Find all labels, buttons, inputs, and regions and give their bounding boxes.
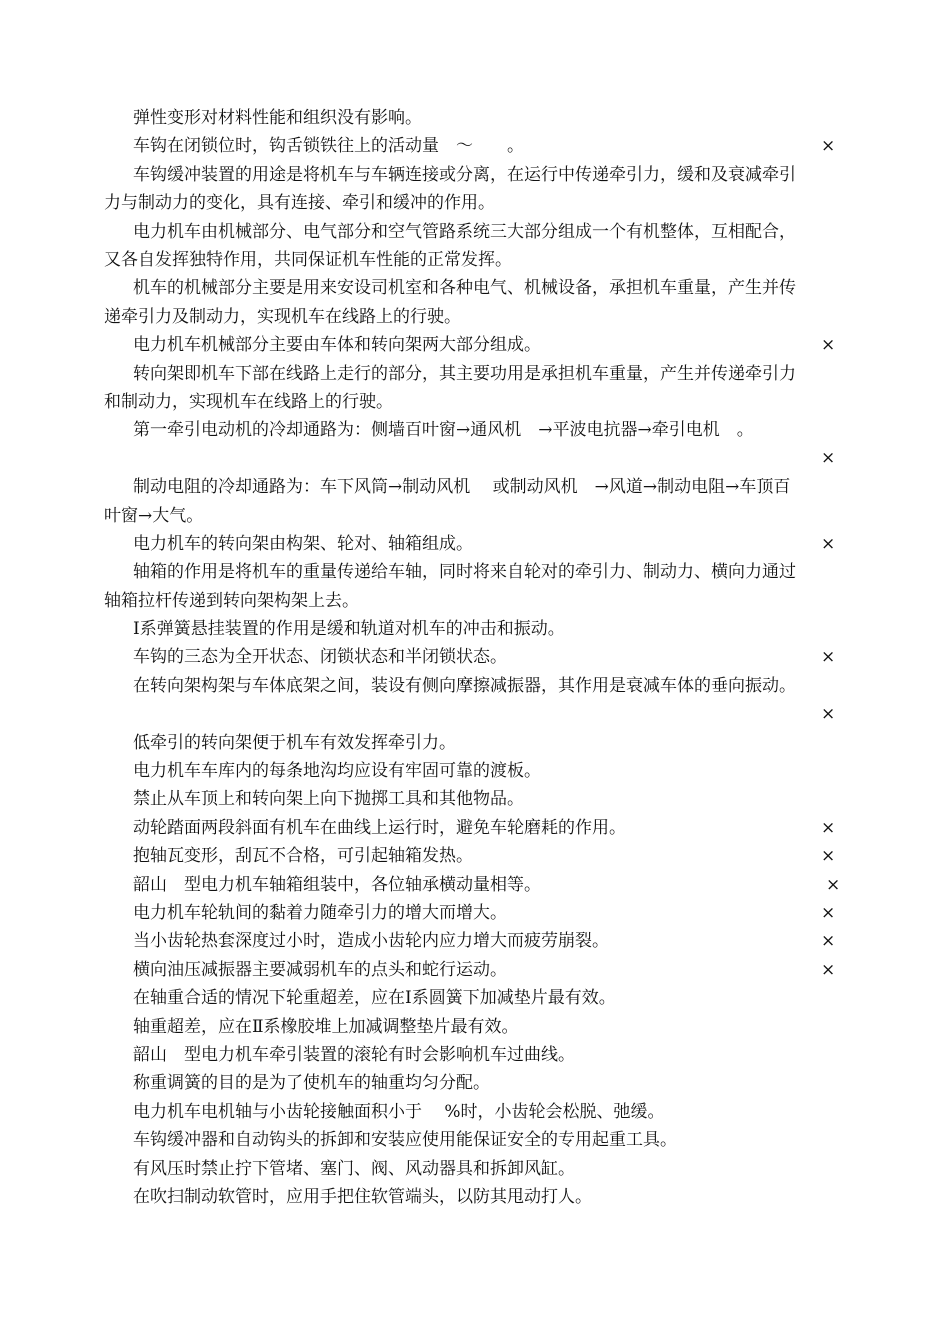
cross-mark: × xyxy=(821,335,836,355)
text-line: 弹性变形对材料性能和组织没有影响。 xyxy=(133,108,422,128)
text-line: 车钩在闭锁位时，钩舌锁铁往上的活动量 ～ 。 xyxy=(133,136,524,156)
cross-mark: × xyxy=(821,931,836,951)
cross-mark: × xyxy=(821,960,836,980)
text-line: 电力机车由机械部分、电气部分和空气管路系统三大部分组成一个有机整体，互相配合， xyxy=(133,222,796,242)
text-line: 第一牵引电动机的冷却通路为：侧墙百叶窗→通风机 →平波电抗器→牵引电机 。 xyxy=(133,420,754,440)
cross-mark: × xyxy=(821,448,836,468)
text-line: 轴箱拉杆传递到转向架构架上去。 xyxy=(104,591,359,611)
cross-mark: × xyxy=(821,903,836,923)
text-line: 禁止从车顶上和转向架上向下抛掷工具和其他物品。 xyxy=(133,789,524,809)
cross-mark: × xyxy=(821,818,836,838)
text-line: 韶山 型电力机车牵引装置的滚轮有时会影响机车过曲线。 xyxy=(133,1045,575,1065)
cross-mark: × xyxy=(826,875,841,895)
text-line: 电力机车电机轴与小齿轮接触面积小于 %时，小齿轮会松脱、弛缓。 xyxy=(133,1102,665,1122)
text-line: 抱轴瓦变形，刮瓦不合格，可引起轴箱发热。 xyxy=(133,846,473,866)
text-line: 横向油压减振器主要减弱机车的点头和蛇行运动。 xyxy=(133,960,507,980)
text-line: 在轴重合适的情况下轮重超差，应在Ⅰ系圆簧下加减垫片最有效。 xyxy=(133,988,616,1008)
text-line: 电力机车的转向架由构架、轮对、轴箱组成。 xyxy=(133,534,473,554)
cross-mark: × xyxy=(821,846,836,866)
text-line: 又各自发挥独特作用，共同保证机车性能的正常发挥。 xyxy=(104,250,512,270)
text-line: 力与制动力的变化，具有连接、牵引和缓冲的作用。 xyxy=(104,193,495,213)
text-line: 和制动力，实现机车在线路上的行驶。 xyxy=(104,392,393,412)
text-line: 制动电阻的冷却通路为：车下风筒→制动风机 或制动风机 →风道→制动电阻→车顶百 xyxy=(133,477,791,497)
cross-mark: × xyxy=(821,534,836,554)
text-line: Ⅰ系弹簧悬挂装置的作用是缓和轨道对机车的冲击和振动。 xyxy=(133,619,565,639)
text-line: 称重调簧的目的是为了使机车的轴重均匀分配。 xyxy=(133,1073,490,1093)
text-line: 当小齿轮热套深度过小时，造成小齿轮内应力增大而疲劳崩裂。 xyxy=(133,931,609,951)
text-line: 转向架即机车下部在线路上走行的部分，其主要功用是承担机车重量，产生并传递牵引力 xyxy=(133,364,796,384)
text-line: 电力机车轮轨间的黏着力随牵引力的增大而增大。 xyxy=(133,903,507,923)
cross-mark: × xyxy=(821,704,836,724)
text-line: 机车的机械部分主要是用来安设司机室和各种电气、机械设备，承担机车重量，产生并传 xyxy=(133,278,796,298)
text-line: 电力机车机械部分主要由车体和转向架两大部分组成。 xyxy=(133,335,541,355)
text-line: 叶窗→大气。 xyxy=(104,506,204,526)
text-line: 车钩缓冲器和自动钩头的拆卸和安装应使用能保证安全的专用起重工具。 xyxy=(133,1130,677,1150)
cross-mark: × xyxy=(821,647,836,667)
text-line: 递牵引力及制动力，实现机车在线路上的行驶。 xyxy=(104,307,461,327)
text-line: 轴重超差，应在Ⅱ系橡胶堆上加减调整垫片最有效。 xyxy=(133,1017,519,1037)
text-line: 在转向架构架与车体底架之间，装设有侧向摩擦减振器，其作用是衰减车体的垂向振动。 xyxy=(133,676,796,696)
text-line: 电力机车车库内的每条地沟均应设有牢固可靠的渡板。 xyxy=(133,761,541,781)
text-line: 轴箱的作用是将机车的重量传递给车轴，同时将来自轮对的牵引力、制动力、横向力通过 xyxy=(133,562,796,582)
text-line: 车钩缓冲装置的用途是将机车与车辆连接或分离，在运行中传递牵引力，缓和及衰减牵引 xyxy=(133,165,796,185)
text-line: 动轮踏面两段斜面有机车在曲线上运行时，避免车轮磨耗的作用。 xyxy=(133,818,626,838)
text-line: 车钩的三态为全开状态、闭锁状态和半闭锁状态。 xyxy=(133,647,507,667)
text-line: 在吹扫制动软管时，应用手把住软管端头，以防其甩动打人。 xyxy=(133,1187,592,1207)
cross-mark: × xyxy=(821,136,836,156)
text-line: 有风压时禁止拧下管堵、塞门、阀、风动器具和拆卸风缸。 xyxy=(133,1159,575,1179)
text-line: 低牵引的转向架便于机车有效发挥牵引力。 xyxy=(133,733,456,753)
text-line: 韶山 型电力机车轴箱组装中，各位轴承横动量相等。 xyxy=(133,875,541,895)
